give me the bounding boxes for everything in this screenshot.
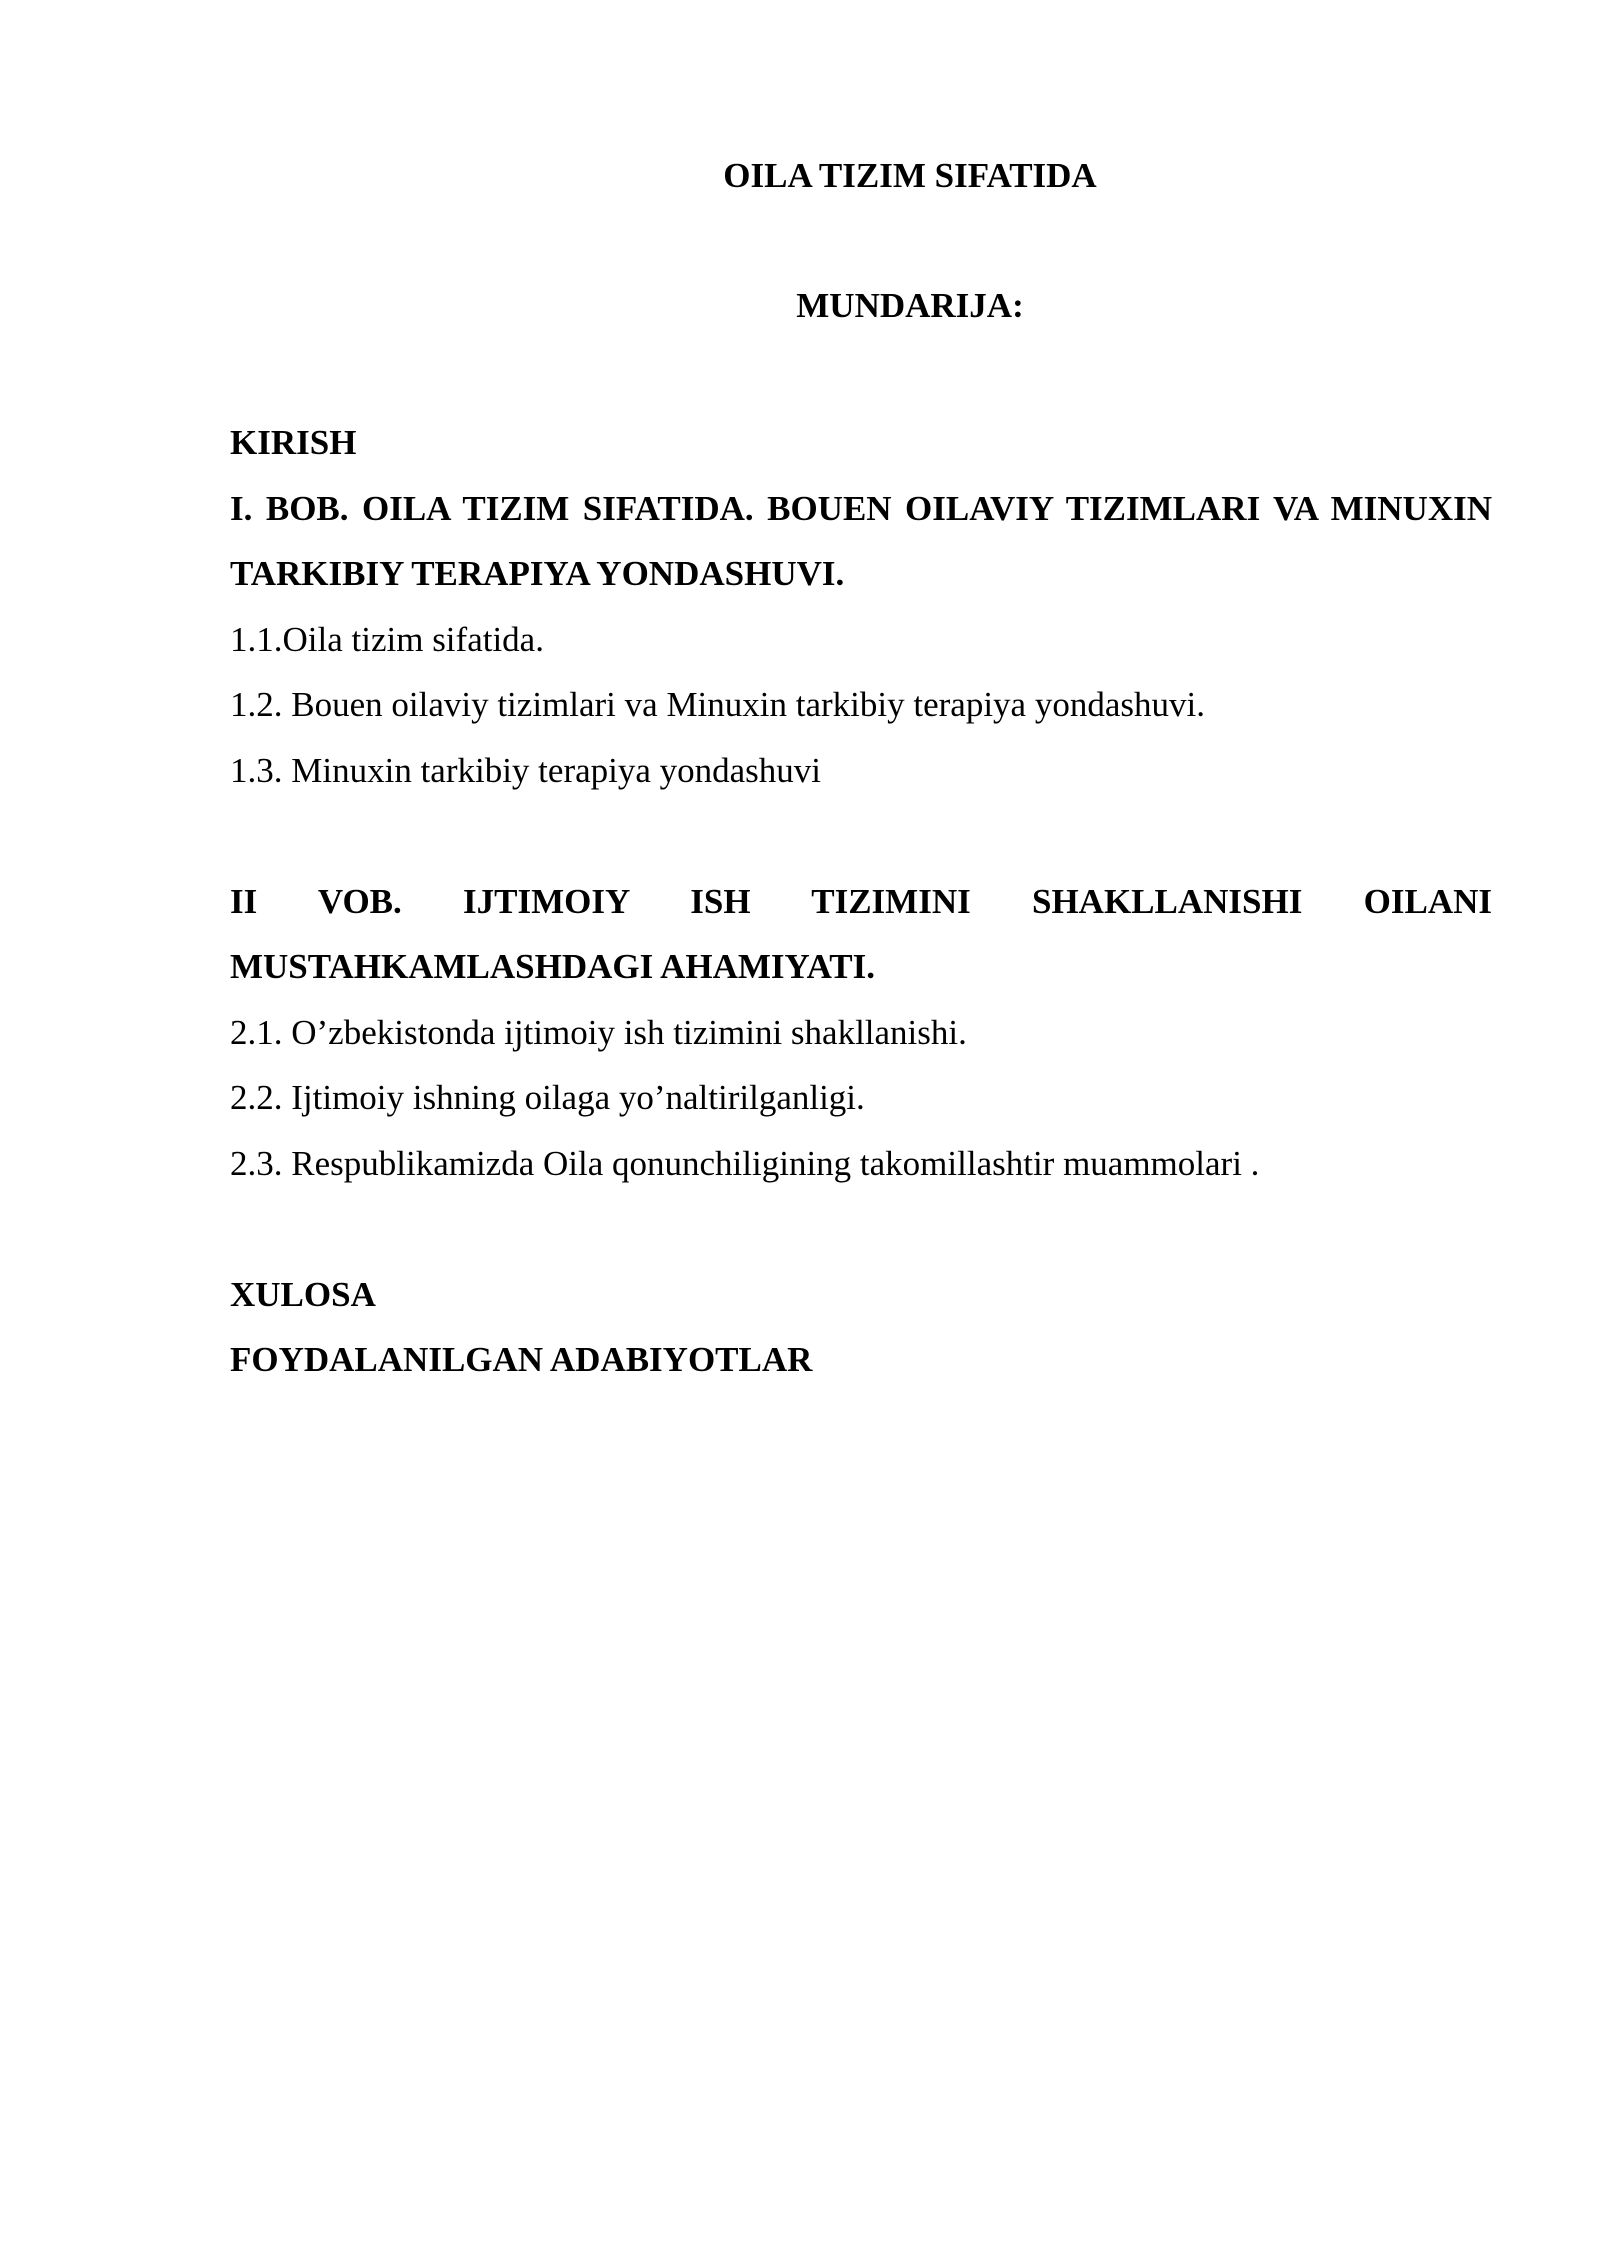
toc-section-1-2: 1.2. Bouen oilaviy tizimlari va Minuxin tarkibiy terapiya yondashuvi. (230, 685, 1205, 724)
toc-spacer (230, 803, 1492, 869)
toc-spacer (230, 1196, 1492, 1262)
toc-chapter-2-title: II VOB. IJTIMOIY ISH TIZIMINI SHAKLLANISHI OILANI MUSTAHKAMLASHDAGI AHAMIYATI. (230, 881, 1492, 986)
toc-section-2-2: 2.2. Ijtimoiy ishning oilaga yo’naltirilganligi. (230, 1078, 865, 1117)
toc-chapter-1-title: I. BOB. OILA TIZIM SIFATIDA. BOUEN OILAVIY TIZIMLARI VA MINUXIN TARKIBIY TERAPIYA YONDASHUVI. (230, 488, 1492, 593)
toc-references: FOYDALANILGAN ADABIYOTLAR (230, 1340, 813, 1379)
toc-conclusion: XULOSA (230, 1274, 376, 1314)
toc-heading: MUNDARIJA: (796, 286, 1024, 325)
document-title: OILA TIZIM SIFATIDA (723, 156, 1097, 195)
toc-section-1-1: 1.1.Oila tizim sifatida. (230, 619, 544, 659)
table-of-contents (230, 410, 1492, 1393)
toc-intro: KIRISH (230, 423, 357, 462)
toc-section-1-3: 1.3. Minuxin tarkibiy terapiya yondashuvi (230, 750, 822, 790)
document-content (230, 150, 1492, 1393)
toc-section-2-1: 2.1. O’zbekistonda ijtimoiy ish tizimini shakllanishi. (230, 1012, 967, 1052)
toc-section-2-3: 2.3. Respublikamizda Oila qonunchiligining takomillashtir muammolari . (230, 1143, 1260, 1183)
